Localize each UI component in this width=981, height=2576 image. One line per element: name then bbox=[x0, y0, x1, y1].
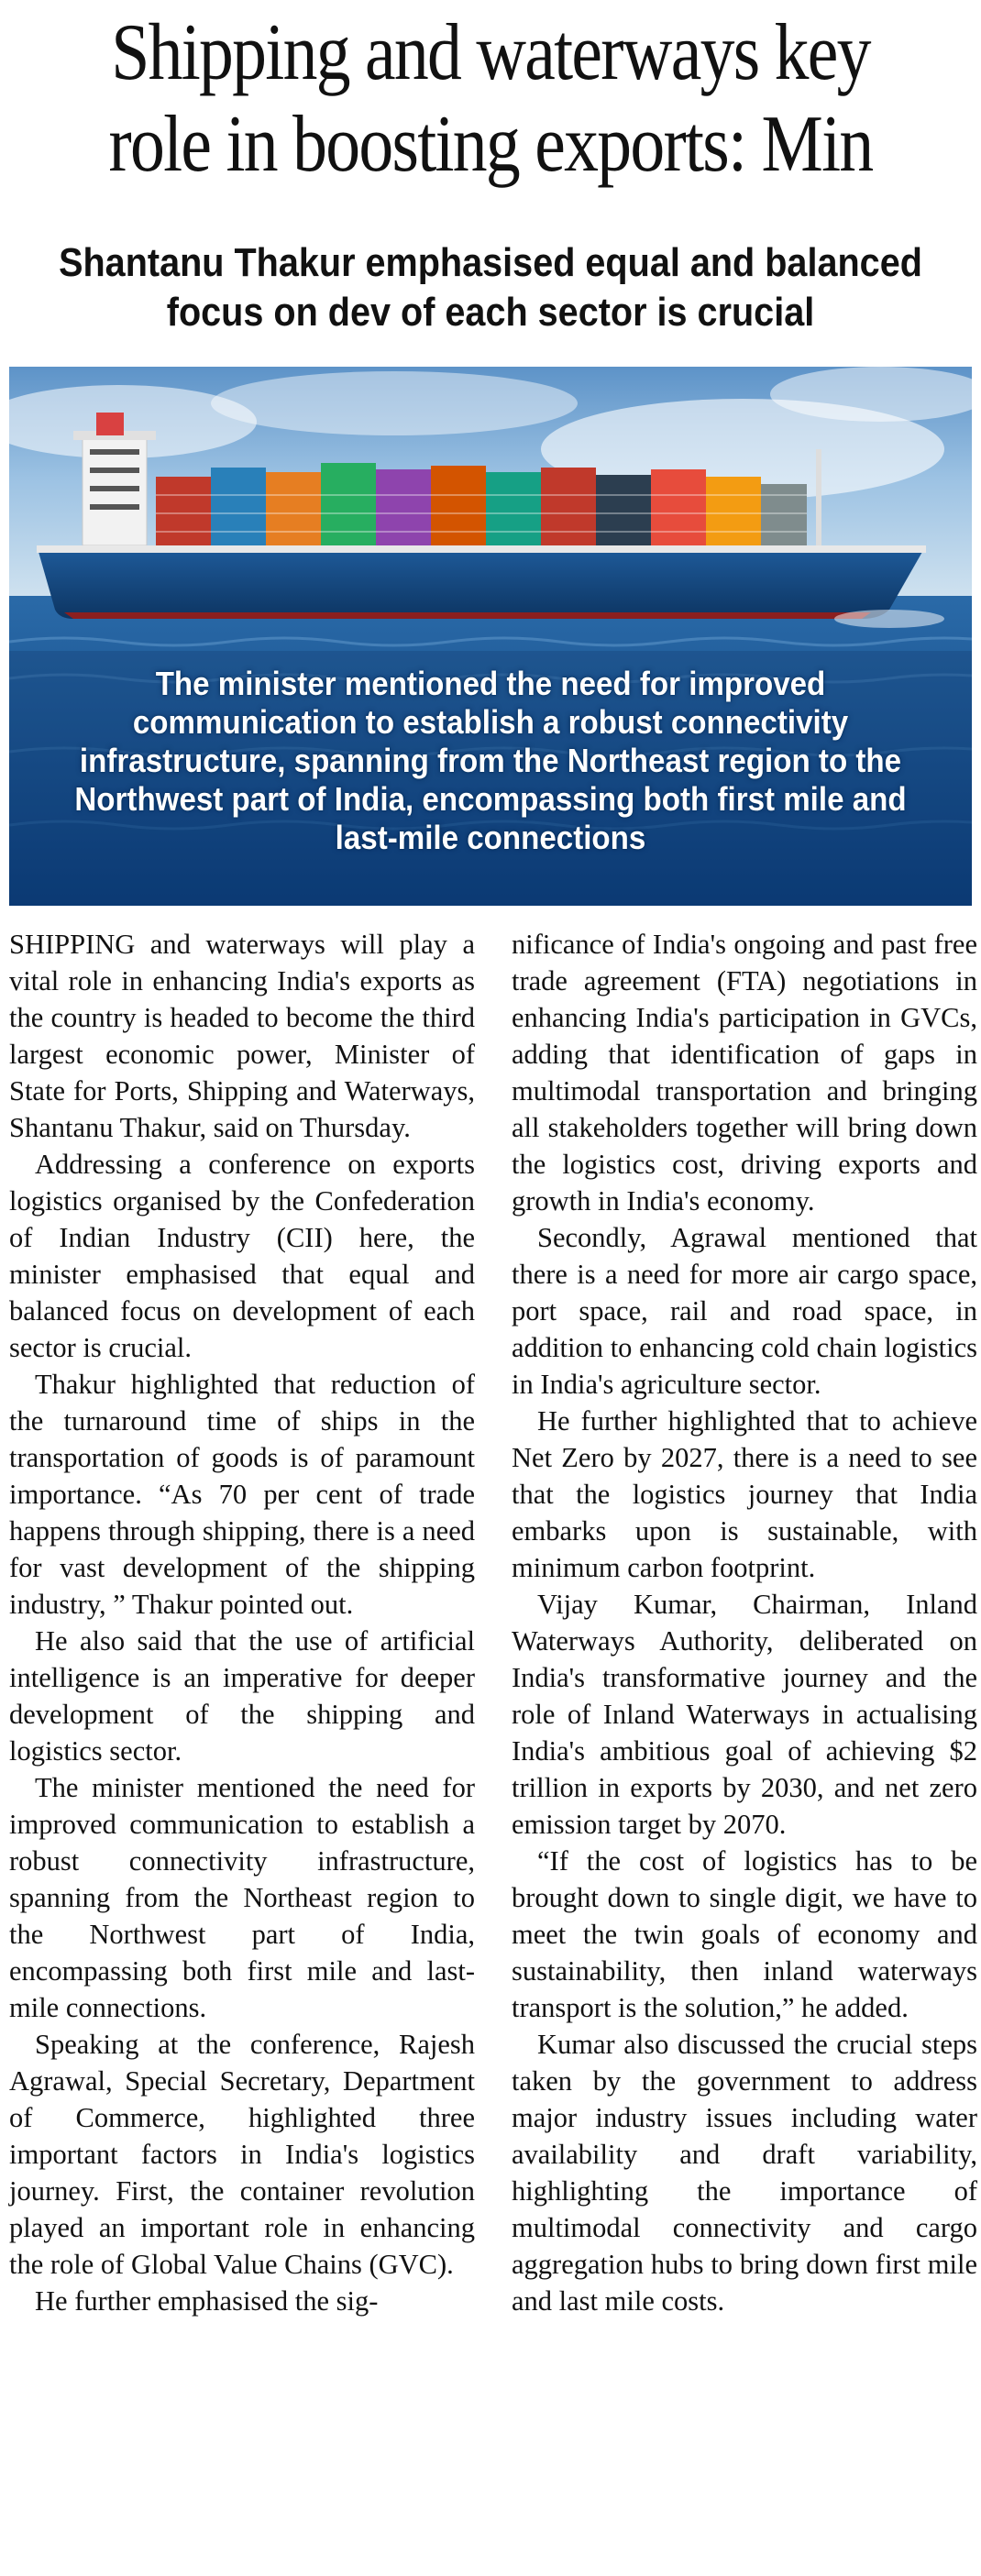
article-body bbox=[9, 926, 977, 2576]
paragraph: The minister mentioned the need for improved communication to establish a robust connectivity infrastructure, spanning from the Northeast region to the Northwest part of India, encompassing both first mile and last-mile connections. bbox=[9, 1772, 475, 2023]
photo-caption: The minister mentioned the need for improved communication to establish a robust connectivity infrastructure, spanning from the Northeast region to the Northwest part of India, encompassing both first mile and last-mile connections bbox=[74, 665, 907, 856]
right-column bbox=[512, 926, 977, 2319]
paragraph: Secondly, Agrawal mentioned that there is a need for more air cargo space, port space, rail and road space, in addition to enhancing cold chain logistics in India's agriculture sector. bbox=[512, 1222, 977, 1400]
paragraph: Vijay Kumar, Chairman, Inland Waterways Authority, deliberated on India's transformative journey and the role of Inland Waterways in actualising India's ambitious goal of achieving $2 trillion in exports by 2030, and net zero emission target by 2070. bbox=[512, 1589, 977, 1840]
paragraph: He further emphasised the sig- bbox=[35, 2285, 379, 2317]
paragraph: Kumar also discussed the crucial steps taken by the government to address major industry issues including water availability and draft variability, highlighting the importance of multimodal connectivity and cargo aggregation hubs to bring down first mile and last mile costs. bbox=[512, 2029, 977, 2317]
paragraph: Speaking at the conference, Rajesh Agrawal, Special Secretary, Department of Commerce, highlighted three important factors in India's logistics journey. First, the container revolution played an important role in enhancing the role of Global Value Chains (GVC). bbox=[9, 2029, 475, 2280]
headline bbox=[69, 7, 912, 191]
paragraph: He further highlighted that to achieve Net Zero by 2027, there is a need to see that the logistics journey that India embarks upon is sustainable, with minimum carbon footprint. bbox=[512, 1405, 977, 1583]
paragraph: SHIPPING and waterways will play a vital role in enhancing India's exports as the country is headed to become the third largest economic power, Minister of State for Ports, Shipping and Waterways, Shantanu Thakur, said on Thursday. bbox=[9, 929, 475, 1143]
subheadline-line-1: Shantanu Thakur emphasised equal and balanced bbox=[59, 240, 922, 285]
headline-line-1: Shipping and waterways key bbox=[111, 8, 870, 97]
paragraph: “If the cost of logistics has to be brought down to single digit, we have to meet the twin goals of economy and sustainability, then inland waterways transport is the solution,” he added. bbox=[512, 1845, 977, 2023]
paragraph: He also said that the use of artificial intelligence is an imperative for deeper development of the shipping and logistics sector. bbox=[9, 1625, 475, 1767]
headline-line-2: role in boosting exports: Min bbox=[108, 100, 873, 189]
subheadline bbox=[50, 238, 932, 337]
left-column bbox=[9, 926, 475, 2319]
paragraph: Addressing a conference on exports logistics organised by the Confederation of Indian Industry (CII) here, the minister emphasised that equal and balanced focus on development of each sector is crucial. bbox=[9, 1149, 475, 1363]
subheadline-line-2: focus on dev of each sector is crucial bbox=[166, 290, 815, 335]
paragraph: Thakur highlighted that reduction of the turnaround time of ships in the transportation of goods is of paramount importance. “As 70 per cent of trade happens through shipping, there is a need for vast development of the shipping industry, ” Thakur pointed out. bbox=[9, 1369, 475, 1620]
paragraph: nificance of India's ongoing and past free trade agreement (FTA) negotiations in enhancing India's participation in GVCs, adding that identification of gaps in multimodal transportation and bringing all stakeholders together will bring down the logistics cost, driving exports and growth in India's economy. bbox=[512, 929, 977, 1216]
